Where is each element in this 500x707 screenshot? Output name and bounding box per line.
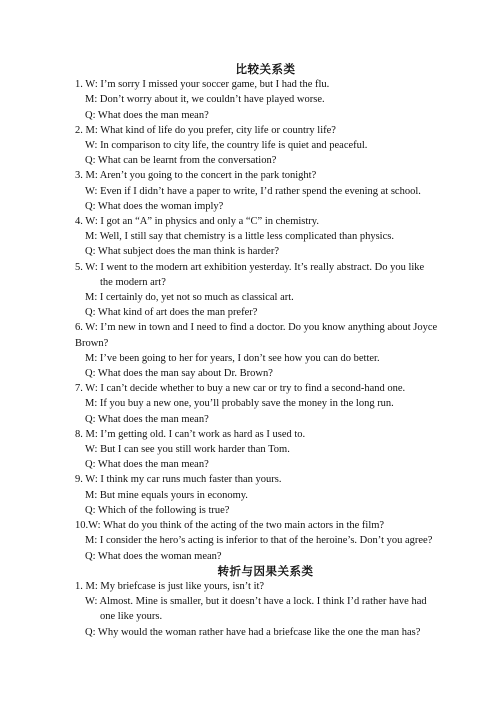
dialogue-line: M: Well, I still say that chemistry is a little less complicated than physics. bbox=[85, 231, 394, 243]
dialogue-line-continued: Brown? bbox=[75, 337, 109, 349]
dialogue-item bbox=[75, 472, 456, 518]
dialogue-line: M: I certainly do, yet not so much as classical art. bbox=[85, 292, 294, 304]
question-line: Q: What does the man say about Dr. Brown? bbox=[85, 368, 273, 380]
dialogue-item bbox=[75, 260, 456, 321]
dialogue-item bbox=[75, 518, 456, 564]
dialogue-line: 3. M: Aren’t you going to the concert in the park tonight? bbox=[75, 170, 317, 182]
dialogue-line: 5. W: I went to the modern art exhibition yesterday. It’s really abstract. Do you like bbox=[75, 261, 425, 273]
dialogue-item bbox=[75, 214, 456, 260]
section-title: 转折与因果关系类 bbox=[217, 563, 314, 578]
dialogue-line-continued: the modern art? bbox=[100, 276, 166, 288]
section-title: 比较关系类 bbox=[235, 62, 296, 76]
question-line: Q: What does the woman imply? bbox=[85, 200, 224, 212]
dialogue-line: M: But mine equals yours in economy. bbox=[85, 489, 248, 501]
dialogue-line: 6. W: I’m new in town and I need to find a doctor. Do you know anything about Joyce bbox=[75, 322, 438, 334]
dialogue-item bbox=[75, 427, 456, 473]
dialogue-line: 7. W: I can’t decide whether to buy a new car or try to find a second-hand one. bbox=[75, 383, 406, 395]
dialogue-item bbox=[75, 381, 456, 427]
dialogue-line: W: But I can see you still work harder than Tom. bbox=[85, 444, 290, 456]
dialogue-line: 10.W: What do you think of the acting of the two main actors in the film? bbox=[75, 520, 385, 532]
dialogue-line: M: I’ve been going to her for years, I don’t see how you can do better. bbox=[85, 352, 380, 364]
dialogue-item bbox=[75, 168, 456, 214]
dialogue-line: 1. W: I’m sorry I missed your soccer game, but I had the flu. bbox=[75, 79, 330, 91]
dialogue-line: 4. W: I got an “A” in physics and only a “C” in chemistry. bbox=[75, 216, 319, 228]
dialogue-line: 9. W: I think my car runs much faster than yours. bbox=[75, 474, 282, 486]
dialogue-line: 8. M: I’m getting old. I can’t work as hard as I used to. bbox=[75, 428, 306, 440]
dialogue-item bbox=[75, 579, 456, 640]
question-line: Q: What can be learnt from the conversation? bbox=[85, 155, 277, 167]
dialogue-line: 2. M: What kind of life do you prefer, city life or country life? bbox=[75, 124, 336, 136]
dialogue-item bbox=[75, 320, 456, 381]
dialogue-line: 1. M: My briefcase is just like yours, isn’t it? bbox=[75, 580, 265, 592]
question-line: Q: What kind of art does the man prefer? bbox=[85, 307, 258, 319]
dialogue-line: M: If you buy a new one, you’ll probably save the money in the long run. bbox=[85, 398, 394, 410]
dialogue-line: W: Even if I didn’t have a paper to write, I’d rather spend the evening at school. bbox=[85, 185, 421, 197]
question-line: Q: What does the man mean? bbox=[85, 413, 209, 425]
question-line: Q: What does the woman mean? bbox=[85, 550, 222, 562]
dialogue-line: M: Don’t worry about it, we couldn’t have played worse. bbox=[85, 94, 325, 106]
question-line: Q: Which of the following is true? bbox=[85, 504, 230, 516]
dialogue-line: M: I consider the hero’s acting is inferior to that of the heroine’s. Don’t you agree? bbox=[85, 535, 433, 547]
dialogue-item bbox=[75, 77, 456, 123]
question-line: Q: Why would the woman rather have had a briefcase like the one the man has? bbox=[85, 626, 421, 638]
dialogue-item bbox=[75, 123, 456, 169]
question-line: Q: What does the man mean? bbox=[85, 459, 209, 471]
dialogue-line: W: Almost. Mine is smaller, but it doesn’t have a lock. I think I’d rather have had bbox=[85, 596, 427, 608]
question-line: Q: What subject does the man think is harder? bbox=[85, 246, 280, 258]
question-line: Q: What does the man mean? bbox=[85, 109, 209, 121]
dialogue-line-continued: one like yours. bbox=[100, 611, 163, 623]
dialogue-line: W: In comparison to city life, the country life is quiet and peaceful. bbox=[85, 140, 368, 152]
